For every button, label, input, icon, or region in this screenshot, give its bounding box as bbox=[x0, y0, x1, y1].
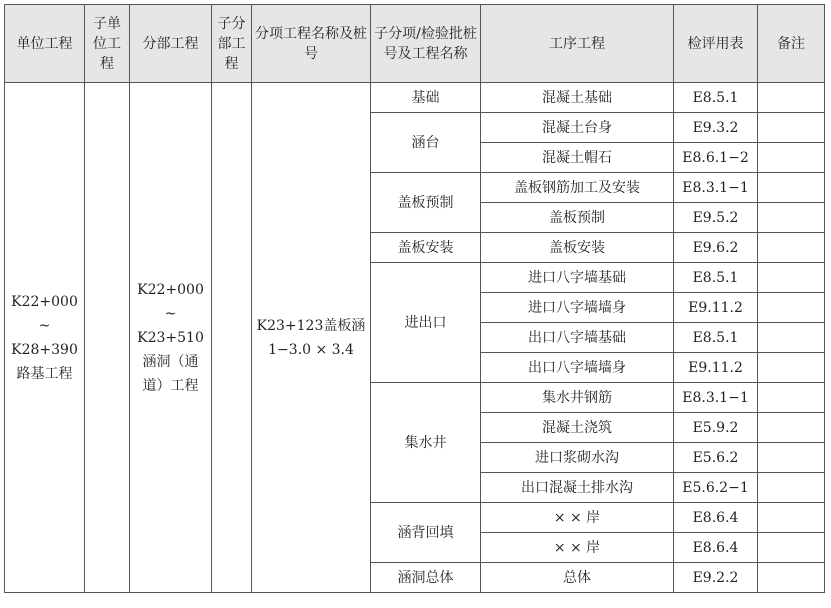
remark-cell bbox=[758, 83, 825, 113]
process-cell: 混凝土基础 bbox=[481, 83, 674, 113]
remark-cell bbox=[758, 443, 825, 473]
remark-cell bbox=[758, 323, 825, 353]
header-sub-division: 子分部工程 bbox=[212, 5, 252, 83]
form-cell: E8.3.1−1 bbox=[674, 383, 758, 413]
sub-division-project-cell bbox=[212, 83, 252, 593]
form-cell: E5.9.2 bbox=[674, 413, 758, 443]
sub-item-cell: 盖板预制 bbox=[371, 173, 481, 233]
table-header bbox=[5, 5, 825, 83]
sub-unit-project-cell bbox=[85, 83, 130, 593]
header-sub-unit: 子单位工程 bbox=[85, 5, 130, 83]
form-cell: E9.11.2 bbox=[674, 353, 758, 383]
remark-cell bbox=[758, 503, 825, 533]
form-cell: E8.5.1 bbox=[674, 323, 758, 353]
header-remark: 备注 bbox=[758, 5, 825, 83]
header-process: 工序工程 bbox=[481, 5, 674, 83]
remark-cell bbox=[758, 383, 825, 413]
header-unit: 单位工程 bbox=[5, 5, 85, 83]
sub-item-cell: 盖板安装 bbox=[371, 233, 481, 263]
process-cell: × × 岸 bbox=[481, 503, 674, 533]
process-cell: 混凝土浇筑 bbox=[481, 413, 674, 443]
form-cell: E8.3.1−1 bbox=[674, 173, 758, 203]
form-cell: E9.2.2 bbox=[674, 563, 758, 593]
remark-cell bbox=[758, 293, 825, 323]
process-cell: 混凝土帽石 bbox=[481, 143, 674, 173]
remark-cell bbox=[758, 143, 825, 173]
process-cell: 盖板钢筋加工及安装 bbox=[481, 173, 674, 203]
form-cell: E9.6.2 bbox=[674, 233, 758, 263]
form-cell: E5.6.2−1 bbox=[674, 473, 758, 503]
process-cell: 出口八字墙墙身 bbox=[481, 353, 674, 383]
header-item: 分项工程名称及桩号 bbox=[252, 5, 371, 83]
process-cell: 总体 bbox=[481, 563, 674, 593]
process-cell: 盖板预制 bbox=[481, 203, 674, 233]
process-cell: 出口混凝土排水沟 bbox=[481, 473, 674, 503]
table-row bbox=[5, 83, 825, 113]
sub-item-cell: 涵洞总体 bbox=[371, 563, 481, 593]
remark-cell bbox=[758, 263, 825, 293]
form-cell: E8.5.1 bbox=[674, 263, 758, 293]
remark-cell bbox=[758, 533, 825, 563]
remark-cell bbox=[758, 473, 825, 503]
remark-cell bbox=[758, 173, 825, 203]
sub-item-cell: 涵台 bbox=[371, 113, 481, 173]
project-division-table bbox=[4, 4, 825, 593]
process-cell: 盖板安装 bbox=[481, 233, 674, 263]
project-division-table-container bbox=[4, 4, 825, 593]
remark-cell bbox=[758, 113, 825, 143]
process-cell: × × 岸 bbox=[481, 533, 674, 563]
form-cell: E9.11.2 bbox=[674, 293, 758, 323]
sub-item-cell: 进出口 bbox=[371, 263, 481, 383]
process-cell: 集水井钢筋 bbox=[481, 383, 674, 413]
process-cell: 进口八字墙墙身 bbox=[481, 293, 674, 323]
table-body bbox=[5, 83, 825, 593]
remark-cell bbox=[758, 203, 825, 233]
sub-item-cell: 基础 bbox=[371, 83, 481, 113]
remark-cell bbox=[758, 563, 825, 593]
form-cell: E8.5.1 bbox=[674, 83, 758, 113]
division-project-cell: K22+000 ~ K23+510 涵洞（通道）工程 bbox=[130, 83, 212, 593]
remark-cell bbox=[758, 413, 825, 443]
header-division: 分部工程 bbox=[130, 5, 212, 83]
process-cell: 进口八字墙基础 bbox=[481, 263, 674, 293]
process-cell: 进口浆砌水沟 bbox=[481, 443, 674, 473]
header-form: 检评用表 bbox=[674, 5, 758, 83]
header-sub-item: 子分项/检验批桩号及工程名称 bbox=[371, 5, 481, 83]
process-cell: 混凝土台身 bbox=[481, 113, 674, 143]
form-cell: E9.3.2 bbox=[674, 113, 758, 143]
header-row bbox=[5, 5, 825, 83]
form-cell: E5.6.2 bbox=[674, 443, 758, 473]
form-cell: E9.5.2 bbox=[674, 203, 758, 233]
form-cell: E8.6.4 bbox=[674, 503, 758, 533]
sub-item-cell: 涵背回填 bbox=[371, 503, 481, 563]
process-cell: 出口八字墙基础 bbox=[481, 323, 674, 353]
sub-item-cell: 集水井 bbox=[371, 383, 481, 503]
form-cell: E8.6.4 bbox=[674, 533, 758, 563]
remark-cell bbox=[758, 353, 825, 383]
item-project-cell: K23+123盖板涵 1−3.0 × 3.4 bbox=[252, 83, 371, 593]
unit-project-cell: K22+000 ~ K28+390 路基工程 bbox=[5, 83, 85, 593]
remark-cell bbox=[758, 233, 825, 263]
form-cell: E8.6.1−2 bbox=[674, 143, 758, 173]
